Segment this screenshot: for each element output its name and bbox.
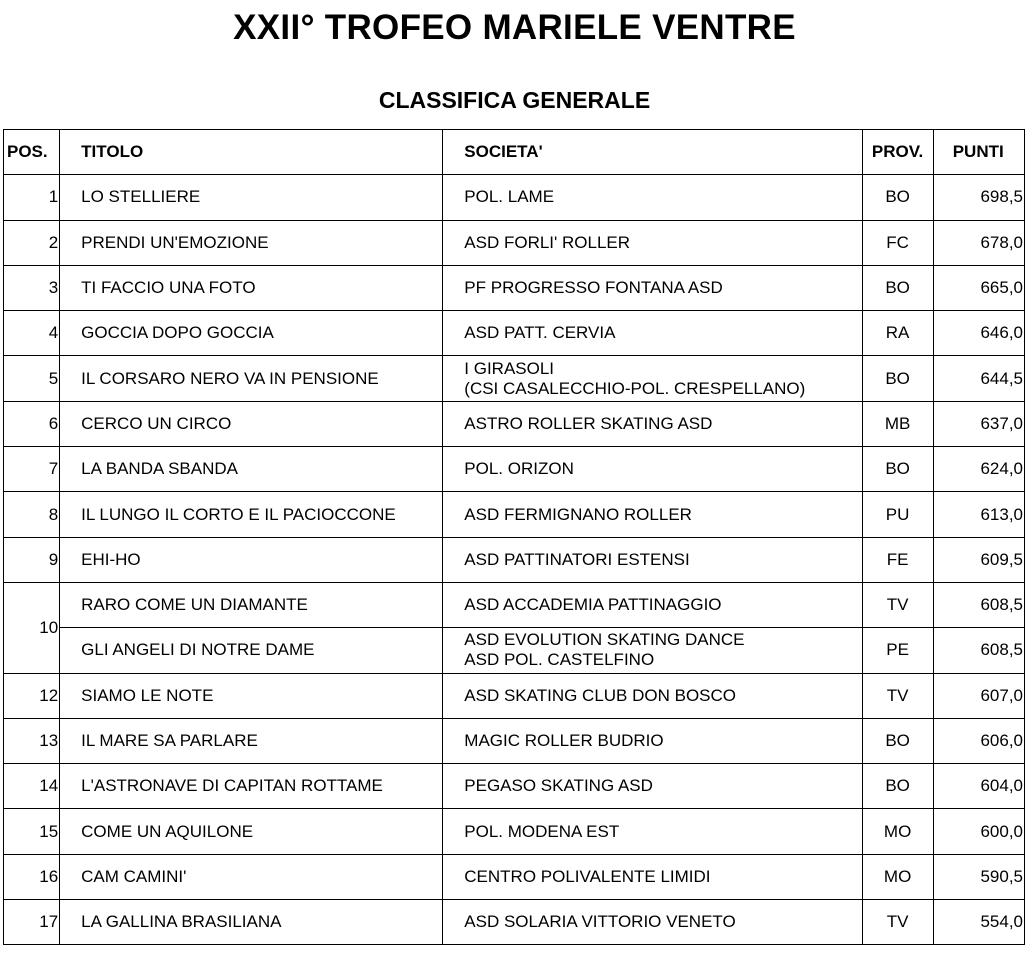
cell-punti: 608,5 — [933, 582, 1024, 627]
cell-pos: 9 — [4, 537, 60, 582]
cell-punti: 600,0 — [933, 809, 1024, 854]
cell-pos: 10 — [4, 582, 60, 673]
cell-societa — [443, 628, 862, 673]
table-row — [4, 764, 1025, 809]
table-header-row — [4, 130, 1025, 175]
cell-societa — [443, 175, 862, 220]
cell-punti: 646,0 — [933, 311, 1024, 356]
societa-line: POL. MODENA EST — [464, 821, 620, 841]
cell-prov: FC — [862, 220, 933, 265]
cell-prov: MO — [862, 809, 933, 854]
table-row — [4, 265, 1025, 310]
table-row — [4, 854, 1025, 899]
table-row — [4, 311, 1025, 356]
header-societa: SOCIETA' — [443, 130, 862, 175]
cell-prov: BO — [862, 447, 933, 492]
cell-prov: RA — [862, 311, 933, 356]
cell-prov: MB — [862, 401, 933, 446]
societa-line: ASD FERMIGNANO ROLLER — [464, 504, 692, 524]
header-prov: PROV. — [862, 130, 933, 175]
cell-pos: 15 — [4, 809, 60, 854]
cell-societa — [443, 311, 862, 356]
cell-punti: 665,0 — [933, 265, 1024, 310]
societa-line: ASD SKATING CLUB DON BOSCO — [464, 685, 737, 705]
cell-pos: 4 — [4, 311, 60, 356]
cell-pos: 1 — [4, 175, 60, 220]
cell-societa — [443, 582, 862, 627]
cell-titolo: IL MARE SA PARLARE — [60, 718, 443, 763]
cell-pos: 14 — [4, 764, 60, 809]
table-row — [4, 900, 1025, 945]
cell-punti: 644,5 — [933, 356, 1024, 401]
cell-pos: 16 — [4, 854, 60, 899]
cell-titolo: RARO COME UN DIAMANTE — [60, 582, 443, 627]
header-pos: POS. — [4, 130, 60, 175]
cell-societa — [443, 854, 862, 899]
cell-titolo: LO STELLIERE — [60, 175, 443, 220]
societa-line: ASD PATT. CERVIA — [464, 323, 616, 343]
cell-titolo: L'ASTRONAVE DI CAPITAN ROTTAME — [60, 764, 443, 809]
cell-prov: BO — [862, 175, 933, 220]
societa-line: (CSI CASALECCHIO-POL. CRESPELLANO) — [464, 378, 806, 398]
societa-line: ASTRO ROLLER SKATING ASD — [464, 413, 713, 433]
cell-punti: 606,0 — [933, 718, 1024, 763]
table-row — [4, 582, 1025, 627]
table-row — [4, 628, 1025, 673]
cell-societa — [443, 401, 862, 446]
cell-societa — [443, 356, 862, 401]
cell-punti: 678,0 — [933, 220, 1024, 265]
cell-titolo: IL CORSARO NERO VA IN PENSIONE — [60, 356, 443, 401]
table-row — [4, 175, 1025, 220]
cell-pos: 2 — [4, 220, 60, 265]
table-row — [4, 356, 1025, 401]
cell-societa — [443, 537, 862, 582]
cell-pos: 8 — [4, 492, 60, 537]
societa-line: I GIRASOLI — [464, 358, 555, 378]
ranking-table — [3, 129, 1025, 945]
societa-line: MAGIC ROLLER BUDRIO — [464, 731, 664, 750]
cell-titolo: IL LUNGO IL CORTO E IL PACIOCCONE — [60, 492, 443, 537]
cell-punti: 637,0 — [933, 401, 1024, 446]
cell-titolo: LA BANDA SBANDA — [60, 447, 443, 492]
societa-line: ASD ACCADEMIA PATTINAGGIO — [464, 595, 722, 615]
cell-societa — [443, 492, 862, 537]
cell-punti: 624,0 — [933, 447, 1024, 492]
cell-societa — [443, 673, 862, 718]
table-row — [4, 220, 1025, 265]
societa-line: POL. ORIZON — [464, 459, 574, 479]
cell-punti: 554,0 — [933, 900, 1024, 945]
table-body — [4, 175, 1025, 945]
cell-prov: BO — [862, 764, 933, 809]
header-titolo: TITOLO — [60, 130, 443, 175]
societa-line: ASD FORLI' ROLLER — [464, 232, 631, 252]
cell-prov: PU — [862, 492, 933, 537]
cell-punti: 613,0 — [933, 492, 1024, 537]
cell-titolo: CERCO UN CIRCO — [60, 401, 443, 446]
societa-line: PEGASO SKATING ASD — [464, 776, 653, 796]
table-row — [4, 718, 1025, 763]
cell-titolo: COME UN AQUILONE — [60, 809, 443, 854]
cell-titolo: CAM CAMINI' — [60, 854, 443, 899]
cell-titolo: EHI-HO — [60, 537, 443, 582]
cell-societa — [443, 764, 862, 809]
cell-pos: 5 — [4, 356, 60, 401]
table-row — [4, 673, 1025, 718]
cell-societa — [443, 718, 862, 763]
cell-societa — [443, 265, 862, 310]
societa-line: PF PROGRESSO FONTANA ASD — [464, 278, 723, 298]
cell-prov: BO — [862, 356, 933, 401]
societa-line: CENTRO POLIVALENTE LIMIDI — [464, 866, 711, 886]
cell-punti: 607,0 — [933, 673, 1024, 718]
cell-titolo: SIAMO LE NOTE — [60, 673, 443, 718]
table-row — [4, 401, 1025, 446]
cell-societa — [443, 900, 862, 945]
cell-pos: 6 — [4, 401, 60, 446]
cell-titolo: LA GALLINA BRASILIANA — [60, 900, 443, 945]
cell-pos: 3 — [4, 265, 60, 310]
cell-titolo: GLI ANGELI DI NOTRE DAME — [60, 628, 443, 673]
table-row — [4, 447, 1025, 492]
cell-societa — [443, 447, 862, 492]
cell-prov: TV — [862, 673, 933, 718]
societa-line: POL. LAME — [464, 187, 555, 207]
cell-prov: BO — [862, 265, 933, 310]
cell-punti: 608,5 — [933, 628, 1024, 673]
societa-line: ASD EVOLUTION SKATING DANCE — [464, 630, 745, 650]
societa-line: ASD POL. CASTELFINO — [464, 650, 655, 670]
cell-prov: BO — [862, 718, 933, 763]
cell-prov: TV — [862, 582, 933, 627]
table-row — [4, 809, 1025, 854]
cell-prov: MO — [862, 854, 933, 899]
cell-pos: 13 — [4, 718, 60, 763]
cell-punti: 604,0 — [933, 764, 1024, 809]
cell-punti: 609,5 — [933, 537, 1024, 582]
page-subtitle: CLASSIFICA GENERALE — [378, 87, 651, 113]
cell-titolo: TI FACCIO UNA FOTO — [60, 265, 443, 310]
cell-societa — [443, 809, 862, 854]
cell-pos: 12 — [4, 673, 60, 718]
table-row — [4, 537, 1025, 582]
cell-pos: 17 — [4, 900, 60, 945]
societa-line: ASD PATTINATORI ESTENSI — [464, 549, 690, 569]
societa-line: ASD SOLARIA VITTORIO VENETO — [464, 912, 736, 932]
cell-prov: FE — [862, 537, 933, 582]
table-row — [4, 492, 1025, 537]
cell-pos: 7 — [4, 447, 60, 492]
cell-societa — [443, 220, 862, 265]
header-punti: PUNTI — [933, 130, 1024, 175]
cell-titolo: PRENDI UN'EMOZIONE — [60, 220, 443, 265]
cell-punti: 698,5 — [933, 175, 1024, 220]
cell-prov: PE — [862, 628, 933, 673]
cell-punti: 590,5 — [933, 854, 1024, 899]
cell-prov: TV — [862, 900, 933, 945]
cell-titolo: GOCCIA DOPO GOCCIA — [60, 311, 443, 356]
page-title: XXII° TROFEO MARIELE VENTRE — [233, 8, 796, 47]
